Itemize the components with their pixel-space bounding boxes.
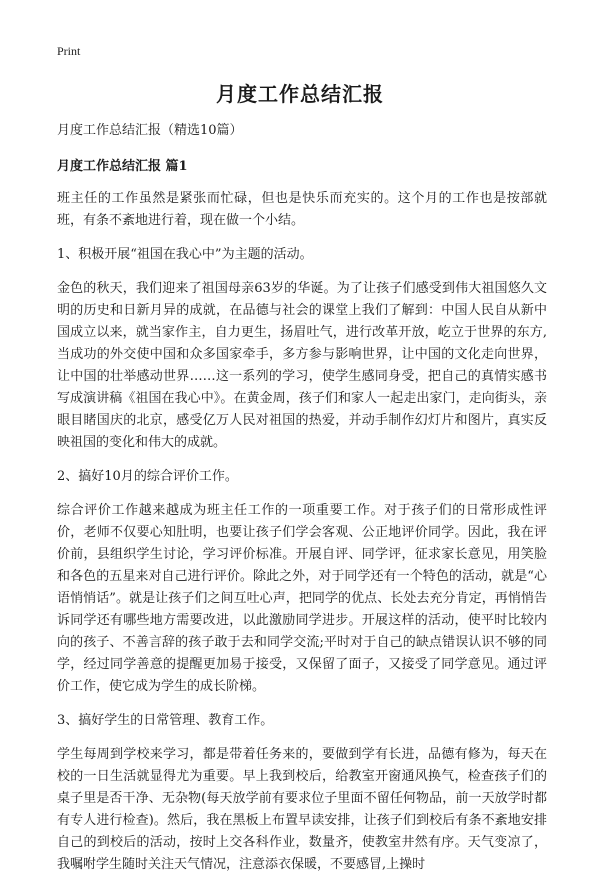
paragraph-3: 学生每周到学校来学习，都是带着任务来的，要做到学有长进，品德有修为，每天在校的一日生活就显得尤为重要。早上我到校后，给教室开窗通风换气，检查孩子们的桌子里是否干净、无杂物(每天放学前有要求位子里面不留任何物品，前一天放学时都有专人进行检查)。然后，我在黑板上布置早读安排，让孩子们到校后有条不紊地安排自己的到校后的活动，按时上交各科作业，数量齐，使教室井然有序。天气变凉了，我嘱咐学生随时关注天气情况，注意添衣保暖，不要感冒,上操时 — [57, 747, 547, 872]
paragraph-2: 综合评价工作越来越成为班主任工作的一项重要工作。对于孩子们的日常形成性评价，老师不仅要心知肚明，也要让孩子们学会客观、公正地评价同学。因此，我在评价前，县组织学生讨论，学习评价标准。开展自评、同学评，征求家长意见，用笑脸和各色的五星来对自己进行评价。除此之外，对于同学还有一个特色的活动，就是“心语悄悄话”。就是让孩子们之间互吐心声，把同学的优点、长处去充分肯定，再悄悄告诉同学还有哪些地方需要改进，以此激励同学进步。开展这样的活动，使平时比较内向的孩子、不善言辞的孩子敢于去和同学交流;平时对于自己的缺点错误认识不够的同学，经过同学善意的提醒更加易于接受，又保留了面子，又接受了同学意见。通过评价工作，使它成为学生的成长阶梯。 — [57, 503, 547, 694]
item-heading-3: 3、搞好学生的日常管理、教育工作。 — [57, 713, 274, 728]
item-heading-1: 1、积极开展“祖国在我心中”为主题的活动。 — [57, 247, 313, 262]
document-subtitle: 月度工作总结汇报（精选10篇） — [57, 123, 243, 138]
print-link[interactable]: Print — [57, 44, 81, 58]
item-heading-2: 2、搞好10月的综合评价工作。 — [57, 469, 238, 484]
section-heading: 月度工作总结汇报 篇1 — [57, 159, 188, 174]
document-title: 月度工作总结汇报 — [216, 82, 384, 106]
paragraph-1: 金色的秋天，我们迎来了祖国母亲63岁的华诞。为了让孩子们感受到伟大祖国悠久文明的历史和日新月异的成就，在品德与社会的课堂上我们了解到：中国人民自从新中国成立以来，就当家作主，自力更生，扬眉吐气，进行改革开放，屹立于世界的东方,当成功的外交使中国和众多国家牵手，多方参与影响世界，让中国的文化走向世界，让中国的壮举感动世界……这一系列的学习，使学生感同身受，把自己的真情实感书写成演讲稿《祖国在我心中》。在黄金周，孩子们和家人一起走出家门，走向街头，亲眼目睹国庆的北京，感受亿万人民对祖国的热爱，并动手制作幻灯片和图片，真实反映祖国的变化和伟大的成就。 — [57, 281, 547, 450]
document-body — [57, 120, 547, 888]
paragraph-intro: 班主任的工作虽然是紧张而忙碌，但也是快乐而充实的。这个月的工作也是按部就班，有条不紊地进行着，现在做一个小结。 — [57, 191, 547, 228]
